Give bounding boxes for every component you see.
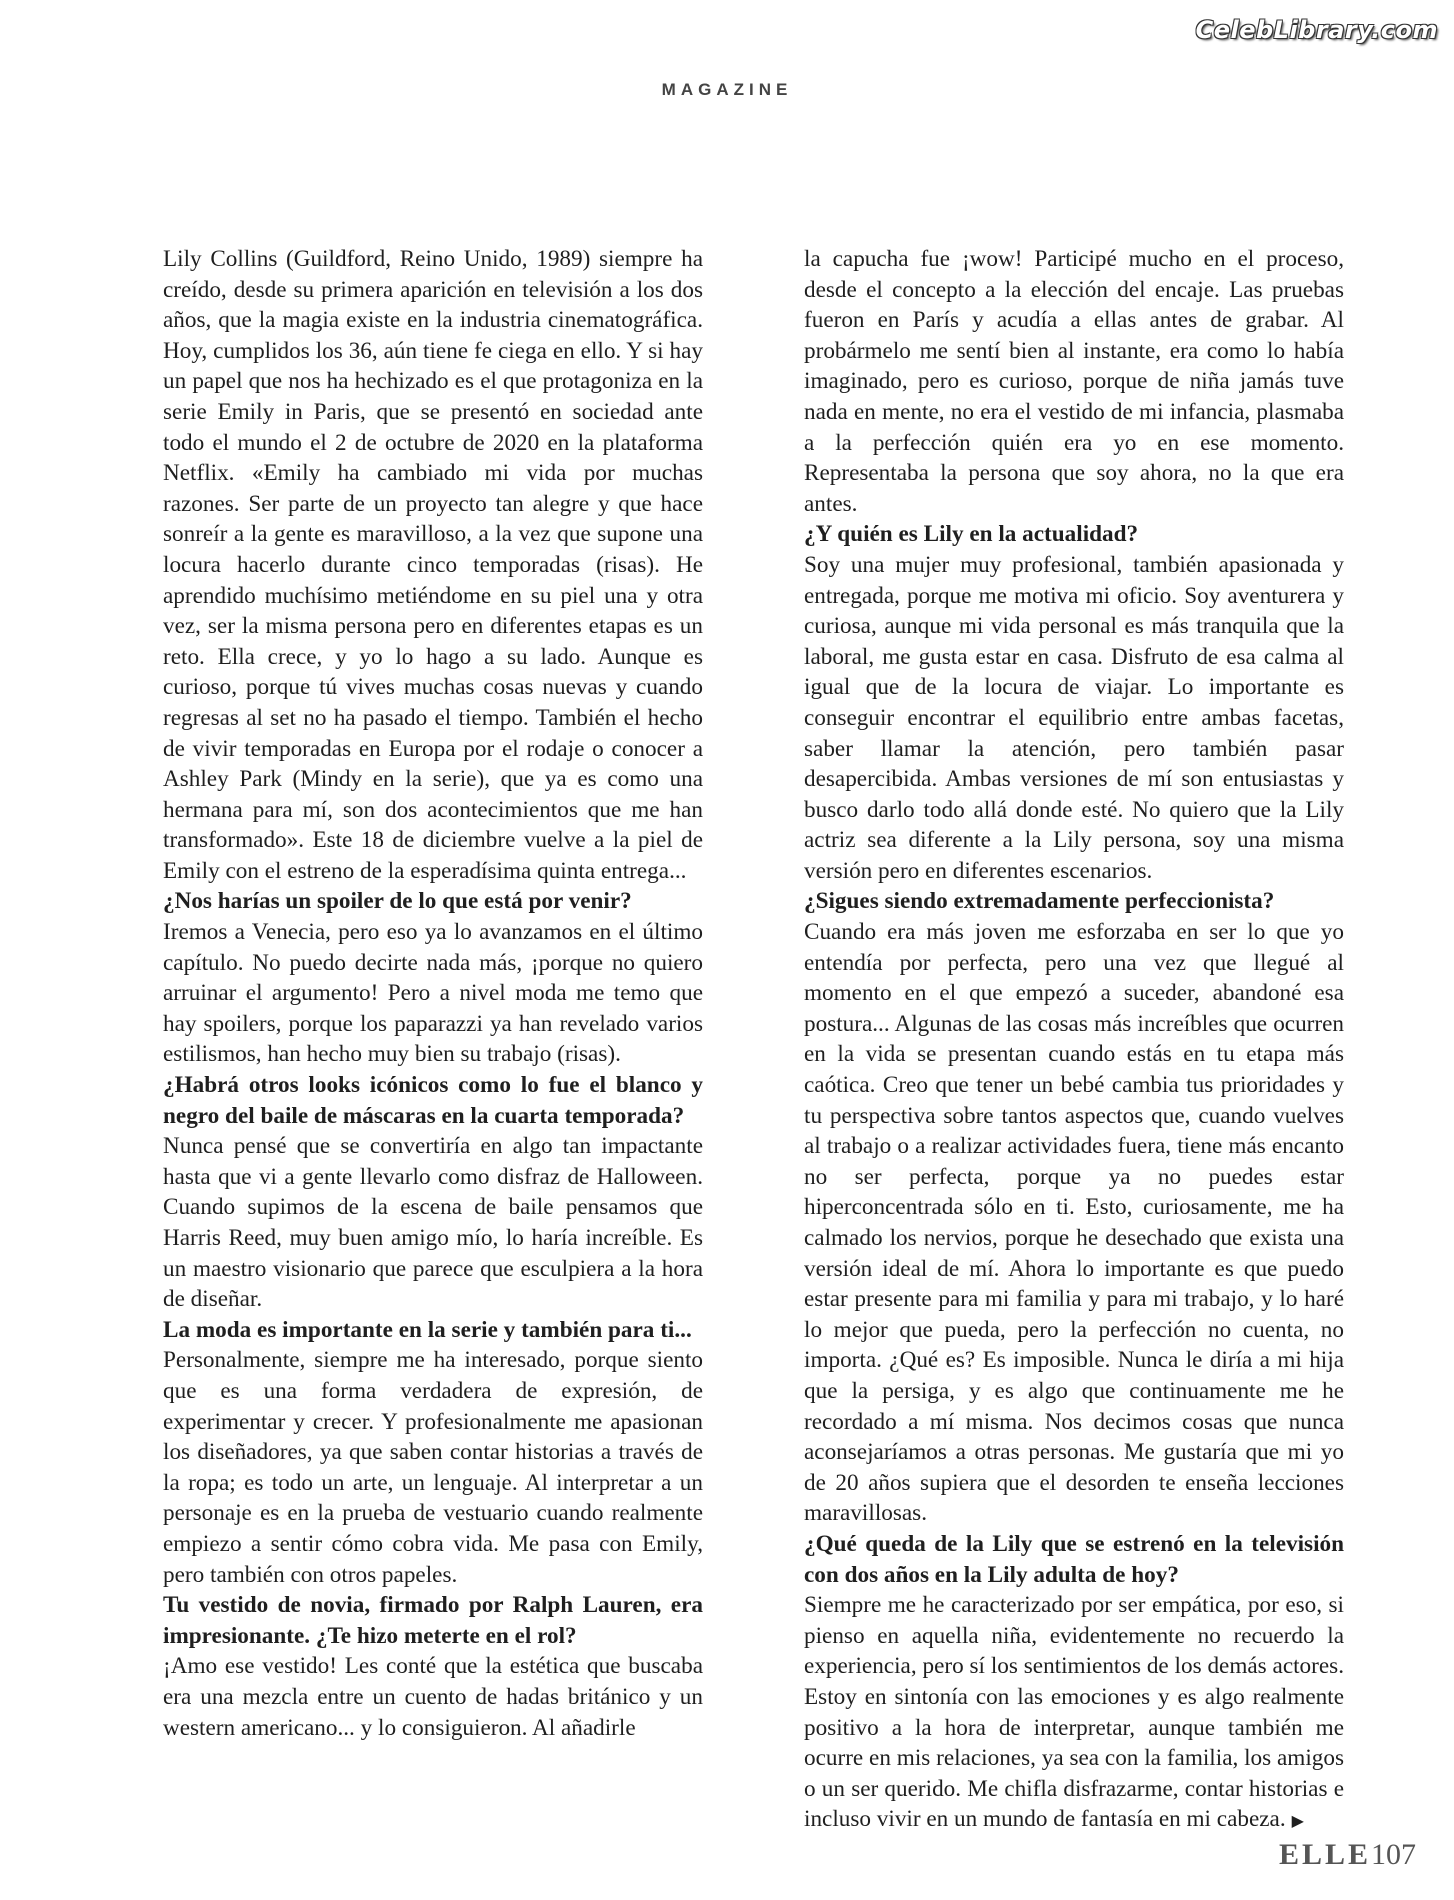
interview-question: La moda es importante en la serie y también para ti...: [163, 1316, 692, 1343]
interview-question: ¿Sigues siendo extremadamente perfeccionista?: [804, 888, 1275, 915]
body-paragraph: Nunca pensé que se convertiría en algo tan impactante hasta que vi a gente llevarlo como disfraz de Halloween. Cuando supimos de la escena de baile pensamos que Harris Reed, muy buen amigo mío, lo haría increíble. Es un maestro visionario que parece que esculpiera a la hora de diseñar.: [163, 1133, 703, 1313]
body-paragraph: la capucha fue ¡wow! Participé mucho en el proceso, desde el concepto a la elección del encaje. Las pruebas fueron en París y acudía a ellas antes de grabar. Al probármelo me sentí bien al instante, era como lo había imaginado, pero es curioso, porque de niña jamás tuve nada en mente, no era el vestido de mi infancia, plasmaba a la perfección quién era yo en ese momento. Representaba la persona que soy ahora, no la que era antes.: [804, 246, 1344, 517]
body-paragraph: Iremos a Venecia, pero eso ya lo avanzamos en el último capítulo. No puedo decirte nada más, ¡porque no quiero arruinar el argumento! Pero a nivel moda me temo que hay spoilers, porque los paparazzi ya han revelado varios estilismos, han hecho muy bien su trabajo (risas).: [163, 919, 703, 1068]
watermark: CelebLibrary.com: [1195, 16, 1438, 44]
interview-question: Tu vestido de novia, firmado por Ralph Lauren, era impresionante. ¿Te hizo meterte en el rol?: [163, 1592, 703, 1649]
left-column: [163, 244, 703, 1743]
magazine-brand: ELLE: [1278, 1838, 1371, 1871]
body-paragraph: Siempre me he caracterizado por ser empática, por eso, si pienso en aquella niña, evidentemente no recuerdo la experiencia, pero sí los sentimientos de los demás actores. Estoy en sintonía con las emociones y es algo realmente positivo a la hora de interpretar, aunque también me ocurre en mis relaciones, ya sea con la familia, los amigos o un ser querido. Me chifla disfrazarme, contar historias e incluso vivir en un mundo de fantasía en mi cabeza. ▶: [804, 1592, 1344, 1833]
interview-question: ¿Nos harías un spoiler de lo que está por venir?: [163, 888, 632, 915]
body-paragraph: Cuando era más joven me esforzaba en ser lo que yo entendía por perfecta, pero una vez que llegué al momento en el que empezó a suceder, abandoné esa postura... Algunas de las cosas más increíbles que ocurren en la vida se presentan cuando estás en tu etapa más caótica. Creo que tener un bebé cambia tus prioridades y tu perspectiva sobre tantos aspectos que, cuando vuelves al trabajo o a realizar actividades fuera, tiene más encanto no ser perfecta, porque ya no puedes estar hiperconcentrada sólo en ti. Esto, curiosamente, me ha calmado los nervios, porque he desechado que exista una versión ideal de mí. Ahora lo importante es que puedo estar presente para mi familia y para mi trabajo, y lo haré lo mejor que pueda, pero la perfección no cuenta, no importa. ¿Qué es? Es imposible. Nunca le diría a mi hija que la persiga, y es algo que continuamente me he recordado a mí misma. Nos decimos cosas que nunca aconsejaríamos a otras personas. Me gustaría que mi yo de 20 años supiera que el desorden te enseña lecciones maravillosas.: [804, 919, 1344, 1527]
end-of-article-icon: ▶: [1291, 1813, 1304, 1831]
body-paragraph: Lily Collins (Guildford, Reino Unido, 1989) siempre ha creído, desde su primera aparición en televisión a los dos años, que la magia existe en la industria cinematográfica. Hoy, cumplidos los 36, aún tiene fe ciega en ello. Y si hay un papel que nos ha hechizado es el que protagoniza en la serie Emily in Paris, que se presentó en sociedad ante todo el mundo el 2 de octubre de 2020 en la plataforma Netflix. «Emily ha cambiado mi vida por muchas razones. Ser parte de un proyecto tan alegre y que hace sonreír a la gente es maravilloso, a la vez que supone una locura hacerlo durante cinco temporadas (risas). He aprendido muchísimo metiéndome en su piel una y otra vez, ser la misma persona pero en diferentes etapas es un reto. Ella crece, y yo lo hago a su lado. Aunque es curioso, porque tú vives muchas cosas nuevas y cuando regresas al set no ha pasado el tiempo. También el hecho de vivir temporadas en Europa por el rodaje o conocer a Ashley Park (Mindy en la serie), que ya es como una hermana para mí, son dos acontecimientos que me han transformado». Este 18 de diciembre vuelve a la piel de Emily con el estreno de la esperadísima quinta entrega...: [163, 246, 703, 884]
page-folio: [1279, 1838, 1416, 1872]
interview-question: ¿Y quién es Lily en la actualidad?: [804, 521, 1139, 548]
page-number: 107: [1371, 1838, 1416, 1871]
body-paragraph: ¡Amo ese vestido! Les conté que la estética que buscaba era una mezcla entre un cuento de hadas británico y un western americano... y lo consiguieron. Al añadirle: [163, 1653, 703, 1741]
section-label: MAGAZINE: [661, 80, 793, 99]
interview-question: ¿Qué queda de la Lily que se estrenó en la televisión con dos años en la Lily adulta de hoy?: [804, 1530, 1344, 1588]
right-column: [804, 244, 1344, 1838]
interview-question: ¿Habrá otros looks icónicos como lo fue el blanco y negro del baile de máscaras en la cuarta temporada?: [163, 1072, 703, 1129]
body-paragraph: Soy una mujer muy profesional, también apasionada y entregada, porque me motiva mi oficio. Soy aventurera y curiosa, aunque mi vida personal es más tranquila que la laboral, me gusta estar en casa. Disfruto de esa calma al igual que de la locura de viajar. Lo importante es conseguir encontrar el equilibrio entre ambas facetas, saber llamar la atención, pero también pasar desapercibida. Ambas versiones de mí son entusiastas y busco darlo todo allá donde esté. No quiero que la Lily actriz sea diferente a la Lily persona, soy una misma versión pero en diferentes escenarios.: [804, 551, 1344, 884]
body-paragraph: Personalmente, siempre me ha interesado, porque siento que es una forma verdadera de expresión, de experimentar y crecer. Y profesionalmente me apasionan los diseñadores, ya que saben contar historias a través de la ropa; es todo un arte, un lenguaje. Al interpretar a un personaje es en la prueba de vestuario cuando realmente empiezo a sentir cómo cobra vida. Me pasa con Emily, pero también con otros papeles.: [163, 1347, 703, 1588]
